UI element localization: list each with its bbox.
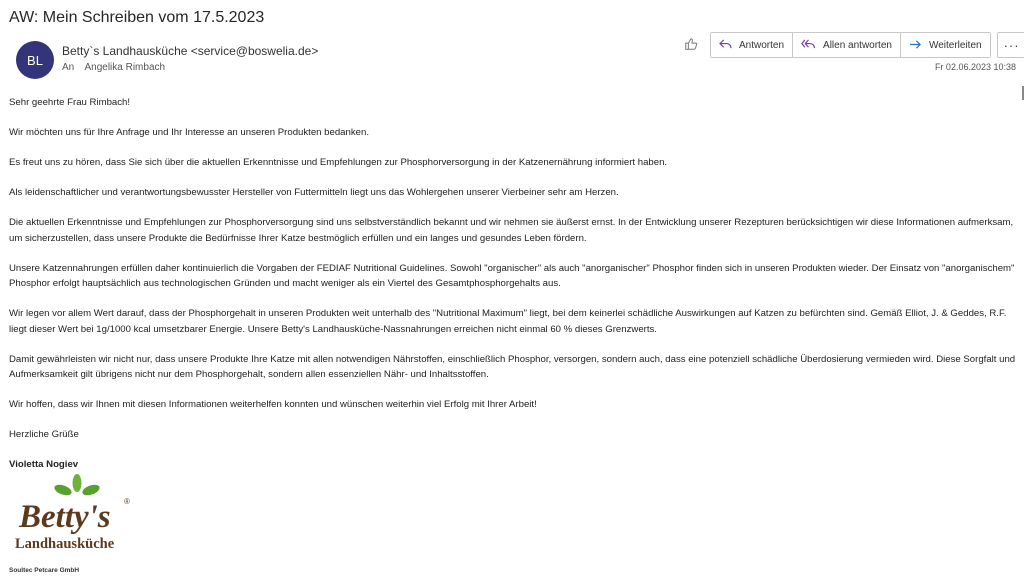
like-button[interactable] xyxy=(678,33,704,57)
reply-all-icon xyxy=(801,38,816,53)
reply-all-label: Allen antworten xyxy=(823,39,892,51)
reply-all-button[interactable] xyxy=(793,33,901,57)
body-paragraph: Die aktuellen Erkenntnisse und Empfehlungen zur Phosphorversorgung sind uns selbstverständlich bekannt und wir nehmen sie äußerst ernst. In der Entwicklung unserer Rezepturen berücksichtigen wir diese Informationen aufmerksam, um sicherzustellen, dass unsere Produkte die Bedürfnisse Ihrer Katze bestmöglich erfüllen und ein langes und gesundes Leben fördern. xyxy=(9,217,1014,244)
forward-label: Weiterleiten xyxy=(928,39,982,51)
sender-name[interactable]: Betty`s Landhausküche <service@boswelia.de> xyxy=(62,44,319,58)
forward-arrow-icon xyxy=(909,38,922,53)
logo-registered-mark: ® xyxy=(124,497,130,506)
recipient-line xyxy=(62,62,165,73)
avatar[interactable]: BL xyxy=(16,41,54,79)
body-paragraph: Wir möchten uns für Ihre Anfrage und Ihr Interesse an unseren Produkten bedanken. xyxy=(9,127,369,138)
body-paragraph: Wir hoffen, dass wir Ihnen mit diesen Informationen weiterhelfen konnten und wünschen weiterhin viel Erfolg mit Ihrer Arbeit! xyxy=(9,399,537,410)
message-actions xyxy=(678,32,1024,58)
email-subject: AW: Mein Schreiben vom 17.5.2023 xyxy=(9,9,265,26)
company-logo xyxy=(14,472,138,554)
reply-label: Antworten xyxy=(739,39,785,51)
forward-button[interactable] xyxy=(901,33,990,57)
received-date: Fr 02.06.2023 10:38 xyxy=(934,62,1016,72)
thumbs-up-icon xyxy=(684,37,698,54)
signature-name: Violetta Nogiev xyxy=(9,459,79,470)
email-body xyxy=(9,95,1017,487)
recipient-name[interactable]: Angelika Rimbach xyxy=(84,62,166,73)
reply-arrow-icon xyxy=(719,38,732,53)
company-name: Soultec Petcare GmbH xyxy=(9,567,80,574)
reply-button[interactable] xyxy=(711,33,793,57)
logo-subtitle-text: Landhausküche xyxy=(15,536,115,552)
closing-line: Herzliche Grüße xyxy=(9,429,79,440)
reply-button-group xyxy=(710,32,991,58)
more-actions-button[interactable]: ··· xyxy=(997,32,1024,58)
to-label: An xyxy=(62,62,75,73)
body-paragraph: Es freut uns zu hören, dass Sie sich über die aktuellen Erkenntnisse und Empfehlungen zur Phosphorversorgung in der Katzenernährung informiert haben. xyxy=(9,157,668,168)
body-paragraph: Sehr geehrte Frau Rimbach! xyxy=(9,97,131,108)
body-paragraph: Damit gewährleisten wir nicht nur, dass unsere Produkte Ihre Katze mit allen notwendigen Nährstoffen, einschließlich Phosphor, versorgen, sondern auch, dass eine potenziell schädliche Überdosierung vermieden wird. Diese Sorgfalt und Aufmerksamkeit gilt übrigens nicht nur dem Phosphorgehalt, sondern allen essenziellen Nähr- und Inhaltsstoffen. xyxy=(9,353,1016,380)
body-paragraph: Wir legen vor allem Wert darauf, dass der Phosphorgehalt in unseren Produkten weit unterhalb des "Nutritional Maximum" liegt, bei dem keinerlei schädliche Auswirkungen auf Katzen zu befürchten sind. Gemäß Elliot, J. & Geddes, R.F. liegt dieser Wert bei 1g/1000 kcal umsetzbarer Energie. Unsere Betty's Landhausküche-Nassnahrungen erreichen nicht einmal 60 % dieses Grenzwerts. xyxy=(9,308,1007,335)
body-paragraph: Als leidenschaftlicher und verantwortungsbewusster Hersteller von Futtermitteln liegt uns das Wohlergehen unserer Vierbeiner sehr am Herzen. xyxy=(9,187,619,198)
body-paragraph: Unsere Katzennahrungen erfüllen daher kontinuierlich die Vorgaben der FEDIAF Nutritional Guidelines. Sowohl "organischer" als auch "anorganischer" Phosphor finden sich in unseren Produkten wieder. Der Einsatz von "anorganischem" Phosphor erfolgt hauptsächlich aus technologischen Gründen und macht weniger als ein Viertel des Gesamtphosphorgehalts aus. xyxy=(9,262,1015,289)
logo-brand-text: Betty's xyxy=(19,499,111,535)
leaf-icon xyxy=(53,474,101,497)
